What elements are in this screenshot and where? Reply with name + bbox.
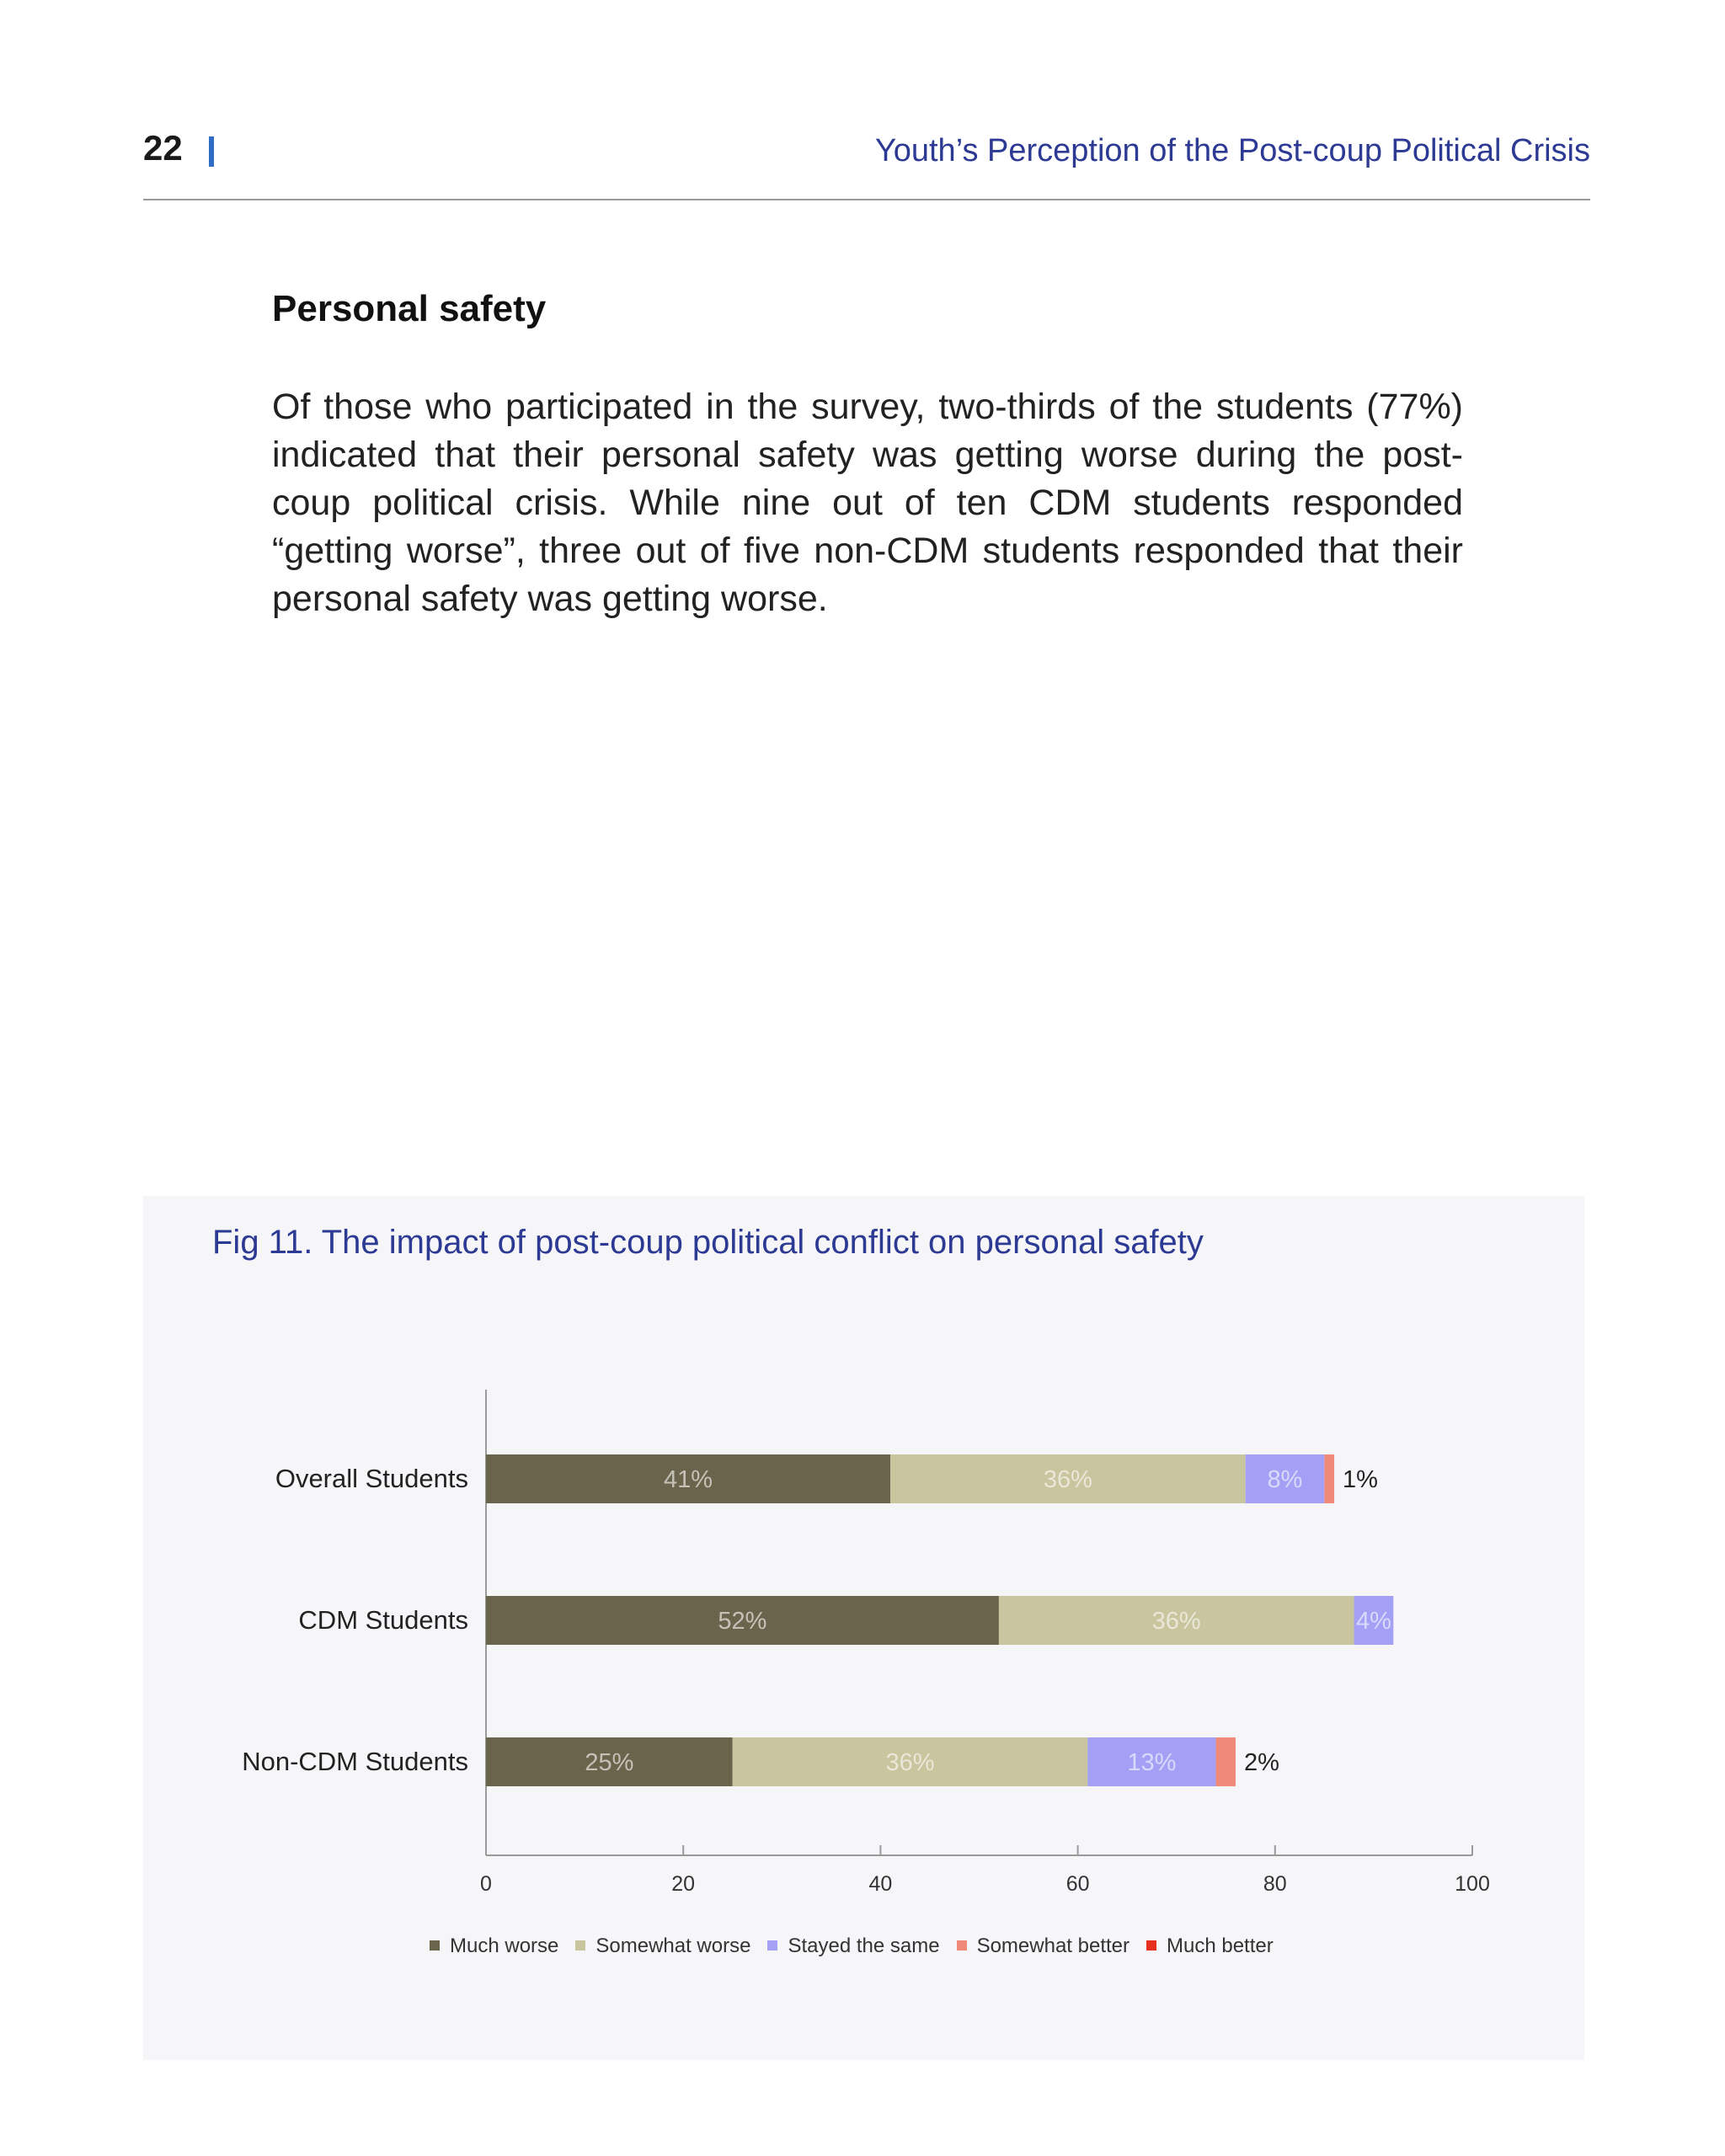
body-paragraph: Of those who participated in the survey, two-thirds of the students (77%) indicated that their personal safety was getting worse during the post-coup political crisis. While nine out of ten CDM students responded “getting worse”, three out of five non-CDM students responded that their personal safety was getting worse. bbox=[272, 387, 1463, 619]
x-tick-label: 0 bbox=[480, 1872, 492, 1896]
bar-data-label: 36% bbox=[1151, 1608, 1201, 1635]
legend-item bbox=[957, 1935, 1130, 1958]
legend-item bbox=[575, 1935, 750, 1958]
bar-data-label: 41% bbox=[664, 1466, 713, 1493]
header-rule bbox=[143, 199, 1590, 200]
category-label: CDM Students bbox=[298, 1605, 468, 1635]
legend-item bbox=[767, 1935, 939, 1958]
page-number: 22 bbox=[143, 128, 183, 168]
stacked-bar-chart bbox=[143, 1196, 1584, 2060]
section-title: Personal safety bbox=[272, 288, 547, 329]
running-title: Youth’s Perception of the Post-coup Political Crisis bbox=[874, 133, 1590, 168]
legend-label: Much better bbox=[1167, 1935, 1274, 1957]
figure-panel bbox=[143, 1196, 1584, 2060]
legend-label: Much worse bbox=[450, 1935, 559, 1957]
legend-item bbox=[430, 1935, 558, 1958]
x-tick-label: 20 bbox=[671, 1872, 696, 1896]
legend-swatch bbox=[430, 1940, 440, 1951]
bar-data-label: 4% bbox=[1355, 1608, 1391, 1635]
bar-data-label: 36% bbox=[885, 1749, 935, 1776]
bar-data-label: 52% bbox=[718, 1608, 767, 1635]
bar-segment bbox=[1216, 1737, 1236, 1786]
legend-label: Somewhat better bbox=[976, 1935, 1130, 1957]
category-label: Overall Students bbox=[275, 1464, 468, 1493]
x-tick-label: 100 bbox=[1455, 1872, 1490, 1896]
bar-segment bbox=[1324, 1454, 1334, 1503]
legend-swatch bbox=[767, 1940, 777, 1951]
bar-data-label: 36% bbox=[1043, 1466, 1092, 1493]
chart-legend bbox=[430, 1935, 1290, 1958]
legend-label: Stayed the same bbox=[788, 1935, 940, 1957]
x-tick-label: 80 bbox=[1263, 1872, 1287, 1896]
bar-data-label: 25% bbox=[585, 1749, 634, 1776]
bar-data-label: 2% bbox=[1243, 1749, 1279, 1776]
category-label: Non-CDM Students bbox=[242, 1747, 468, 1776]
page-number-divider bbox=[209, 136, 214, 167]
page-header bbox=[143, 118, 1590, 202]
bar-data-label: 8% bbox=[1267, 1466, 1303, 1493]
x-tick-label: 60 bbox=[1065, 1872, 1090, 1896]
x-tick-label: 40 bbox=[868, 1872, 893, 1896]
legend-swatch bbox=[957, 1940, 967, 1951]
legend-swatch bbox=[575, 1940, 585, 1951]
bar-data-label: 13% bbox=[1127, 1749, 1177, 1776]
legend-item bbox=[1146, 1935, 1274, 1958]
figure-title: Fig 11. The impact of post-coup political conflict on personal safety bbox=[212, 1224, 1204, 1261]
legend-label: Somewhat worse bbox=[595, 1935, 751, 1957]
legend-swatch bbox=[1146, 1940, 1156, 1951]
bar-data-label: 1% bbox=[1343, 1466, 1378, 1493]
